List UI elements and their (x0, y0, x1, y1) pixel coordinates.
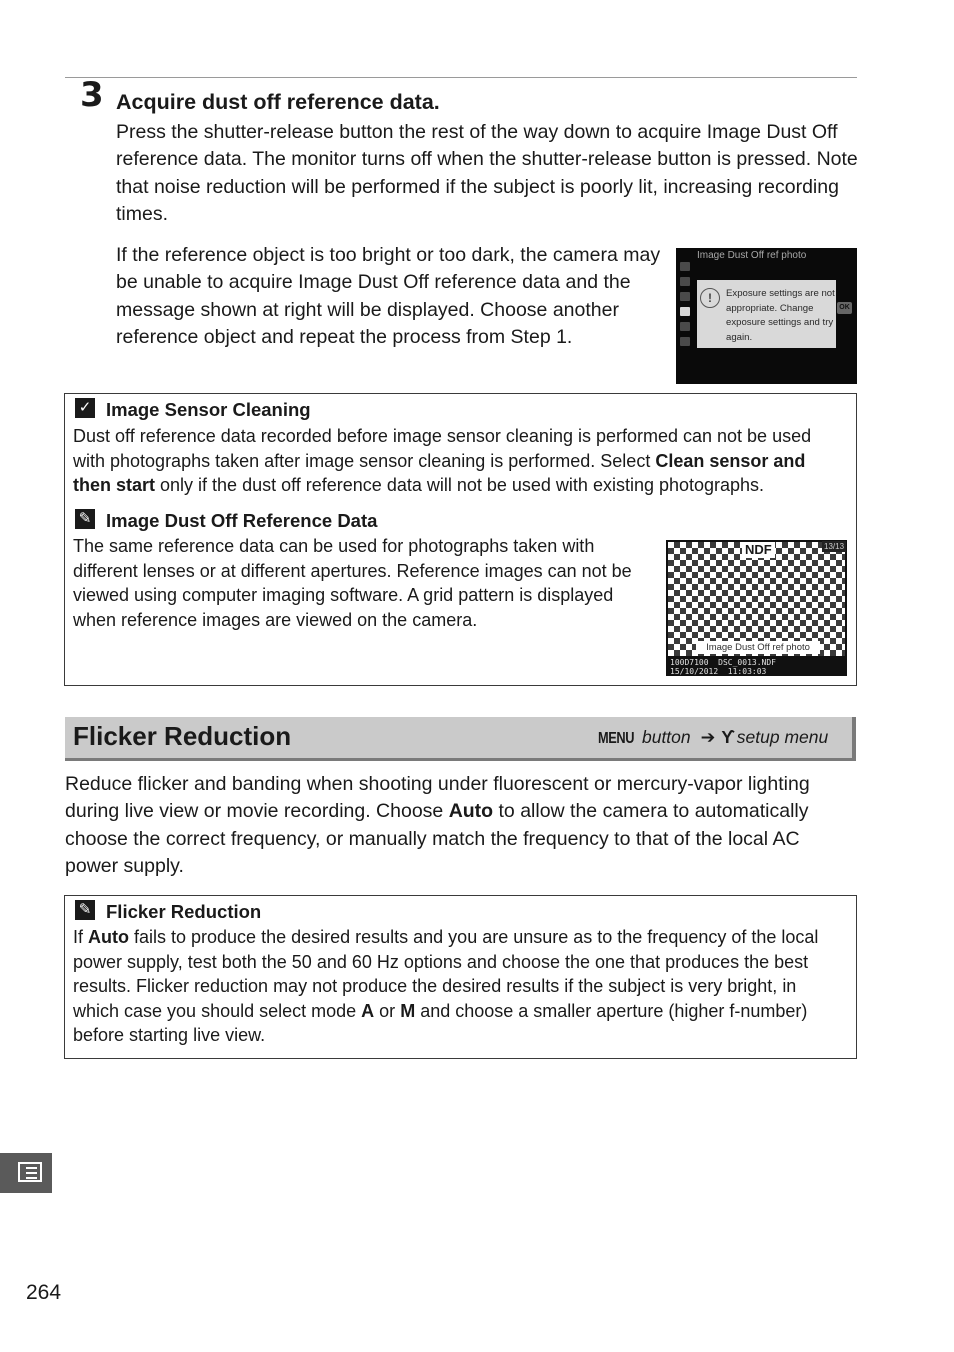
playback-tab-icon (680, 262, 690, 271)
note-title-sensor-cleaning: Image Sensor Cleaning (106, 399, 311, 420)
camera-menu-tabs (678, 258, 692, 354)
setup-tab-icon (680, 307, 690, 316)
breadcrumb (598, 726, 828, 750)
step-title: Acquire dust off reference data. (116, 90, 440, 114)
ok-button-icon: OK (837, 302, 852, 314)
grid-pattern (668, 542, 845, 656)
page-number: 264 (26, 1281, 62, 1304)
flicker-description (65, 771, 857, 880)
pencil-icon: ✎ (75, 900, 95, 920)
section-title: Flicker Reduction (73, 721, 292, 751)
note-text-part: and choose a smaller aperture (higher f-number) before starting live view. (73, 1000, 808, 1046)
body-text-part: to allow the camera to automatically choose the correct frequency, or manually match the frequency to that of the local AC power supply. (65, 800, 809, 877)
mode-a-label: A (361, 1000, 375, 1021)
note-text-sensor-cleaning (73, 424, 847, 498)
step-number: 3 (80, 75, 104, 115)
note-text-part: If (73, 927, 89, 947)
frame-counter: 13/13 (824, 542, 845, 551)
note-title-reference-data: Image Dust Off Reference Data (106, 510, 378, 531)
step-paragraph-2: If the reference object is too bright or too dark, the camera may be unable to acquire Image Dust Off reference data and the message shown at right will be displayed. Choose another reference object and repeat the process from Step 1. (116, 244, 661, 348)
check-icon: ✓ (75, 398, 95, 418)
menu-button-label: MENU (598, 730, 635, 747)
retouch-tab-icon (680, 322, 690, 331)
menu-list-icon (18, 1162, 42, 1182)
step-paragraph-1: Press the shutter-release button the rest of the way down to acquire Image Dust Off reference data. The monitor turns off when the shutter-release button is pressed. Note that noise reduction will be performed if the subject is poorly lit, increasing recording times. (116, 121, 858, 225)
file-info-line: 100D7100 DSC_0013.NDF (670, 658, 776, 667)
arrow-right-icon: ➔ (700, 727, 716, 747)
auto-option: Auto (88, 927, 129, 947)
recent-tab-icon (680, 337, 690, 346)
note-text-flicker (73, 925, 847, 1048)
note-text-part: only if the dust off reference data will not be used with existing photographs. (155, 475, 765, 496)
note-text-part: fails to produce the desired results and you are unsure as to the frequency of the local power supply, test both the 50 and 60 Hz options and choose the one that produces the best results. Flicker reduction may not produce the desired results if the subject is very bright, in which case you should select mode (73, 927, 819, 1021)
body-text-part: Reduce flicker and banding when shooting under fluorescent or mercury-vapor lighting during live view or movie recording. Choose (65, 773, 810, 823)
ndf-label: NDF (742, 542, 775, 558)
note-text-part: or (374, 1000, 401, 1021)
auto-option: Auto (448, 800, 494, 823)
clean-sensor-option: Clean sensor and then start (73, 450, 806, 496)
note-text-reference-data: The same reference data can be used for photographs taken with different lenses or at different apertures. Reference images can not be viewed using computer imaging software. A grid pattern is displayed when reference images are viewed on the camera. (73, 536, 632, 630)
exclamation-circle-icon: ! (700, 288, 720, 308)
breadcrumb-setup-text: setup menu (736, 727, 829, 747)
note-title-flicker: Flicker Reduction (106, 901, 262, 922)
grid-caption: Image Dust Off ref photo (696, 641, 820, 654)
camera-screen-title: Image Dust Off ref photo (697, 250, 807, 261)
wrench-icon: ϒ (721, 727, 735, 747)
pencil-icon: ✎ (75, 509, 95, 529)
file-info-line: 15/10/2012 11:03:03 (670, 667, 767, 676)
file-info (670, 658, 846, 676)
custom-tab-icon (680, 292, 690, 301)
camera-message-text: Exposure settings are not appropriate. Change exposure settings and try again. (726, 288, 835, 343)
breadcrumb-button-text: button (641, 727, 691, 747)
note-text-part: Dust off reference data recorded before image sensor cleaning is performed can not be used with photographs taken after image sensor cleaning is performed. Select (73, 426, 812, 471)
top-rule (65, 77, 857, 78)
shooting-tab-icon (680, 277, 690, 286)
mode-m-label: M (400, 1000, 416, 1021)
